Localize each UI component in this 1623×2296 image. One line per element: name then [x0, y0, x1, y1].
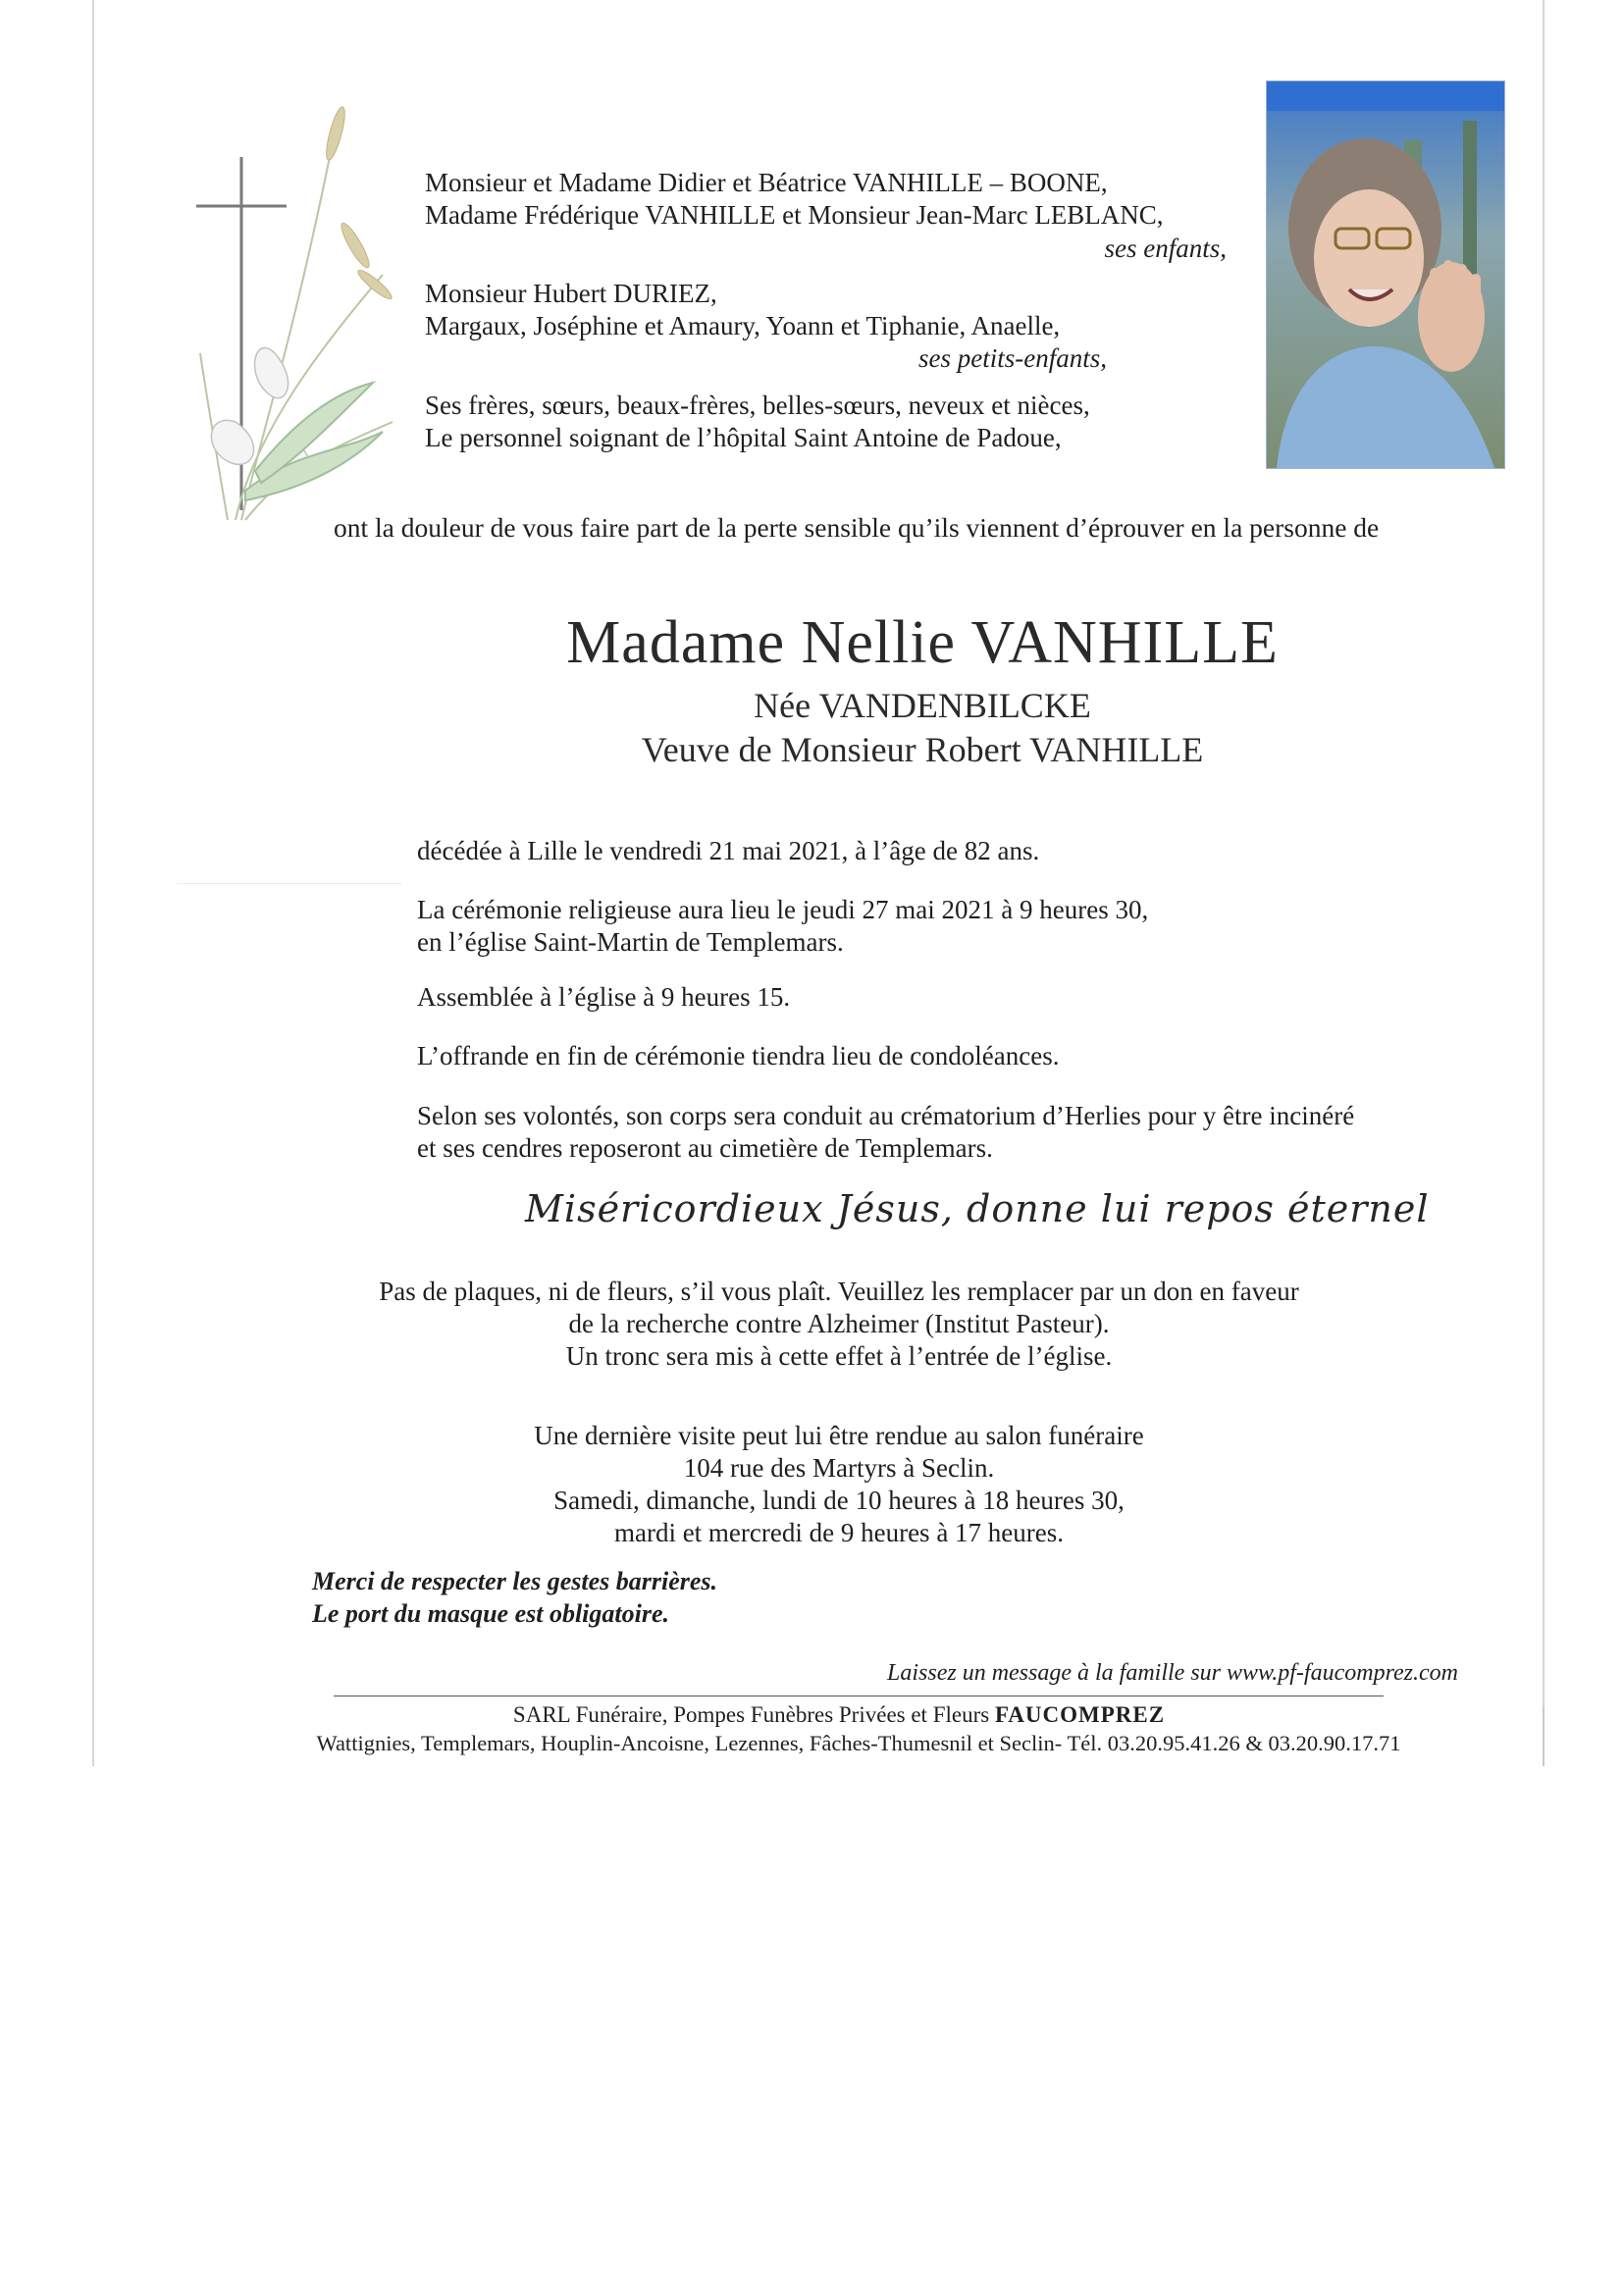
- visit-line-1: Une dernière visite peut lui être rendue au salon funéraire: [534, 1421, 1144, 1450]
- donation-line-1: Pas de plaques, ni de fleurs, s’il vous plaît. Veuillez les remplacer par un don en faveur: [379, 1277, 1299, 1306]
- cremation-line-1: Selon ses volontés, son corps sera conduit au crématorium d’Herlies pour y être incinéré: [417, 1101, 1355, 1130]
- right-margin-mark: [1543, 1707, 1544, 1766]
- donation-line-2: de la recherche contre Alzheimer (Institut Pasteur).: [568, 1309, 1110, 1338]
- death-details: décédée à Lille le vendredi 21 mai 2021, à l’âge de 82 ans.: [417, 836, 1040, 865]
- footer-locations: Wattignies, Templemars, Houplin-Ancoisne, Lezennes, Fâches-Thumesnil et Seclin- Tél. 03.20.95.41.26 & 03.20.90.17.71: [316, 1731, 1401, 1755]
- visit-line-2: 104 rue des Martyrs à Seclin.: [683, 1453, 995, 1483]
- offering-note: L’offrande en fin de cérémonie tiendra lieu de condoléances.: [417, 1041, 1060, 1070]
- family-line-5: Ses frères, sœurs, beaux-frères, belles-sœurs, neveux et nièces,: [425, 391, 1090, 420]
- family-line-4: Margaux, Joséphine et Amaury, Yoann et Tiphanie, Anaelle,: [425, 311, 1061, 340]
- grandchildren-role-label: ses petits-enfants,: [918, 343, 1107, 373]
- visit-line-4: mardi et mercredi de 9 heures à 17 heures.: [613, 1518, 1065, 1547]
- faint-separator: [177, 883, 402, 884]
- ceremony-line-1: La cérémonie religieuse aura lieu le jeudi 27 mai 2021 à 9 heures 30,: [417, 895, 1149, 924]
- deceased-name: Madame Nellie VANHILLE: [566, 609, 1279, 676]
- footer-company: [324, 1701, 1354, 1729]
- widow-of: Veuve de Monsieur Robert VANHILLE: [641, 730, 1204, 769]
- cross-with-lilies-and-wheat-icon: [177, 98, 402, 530]
- message-link[interactable]: Laissez un message à la famille sur www.pf-faucomprez.com: [887, 1660, 1458, 1686]
- family-line-2: Madame Frédérique VANHILLE et Monsieur Jean-Marc LEBLANC,: [425, 200, 1164, 230]
- assembly-time: Assemblée à l’église à 9 heures 15.: [417, 982, 791, 1012]
- covid-notice-1: Merci de respecter les gestes barrières.: [312, 1567, 718, 1595]
- announcement-text: ont la douleur de vous faire part de la perte sensible qu’ils viennent d’éprouver en la personne de: [334, 512, 1380, 543]
- covid-notice-2: Le port du masque est obligatoire.: [312, 1599, 669, 1628]
- left-page-edge: [92, 0, 94, 1766]
- cremation-line-2: et ses cendres reposeront au cimetière de Templemars.: [417, 1133, 993, 1163]
- donation-line-3: Un tronc sera mis à cette effet à l’entrée de l’église.: [565, 1341, 1113, 1371]
- footer-company-name: FAUCOMPREZ: [994, 1702, 1166, 1727]
- right-page-edge: [1543, 0, 1544, 1766]
- visit-line-3: Samedi, dimanche, lundi de 10 heures à 18 heures 30,: [553, 1486, 1125, 1515]
- prayer-script: Miséricordieux Jésus, donne lui repos éternel: [525, 1187, 1430, 1230]
- family-line-3: Monsieur Hubert DURIEZ,: [425, 279, 717, 308]
- birth-name: Née VANDENBILCKE: [754, 686, 1091, 725]
- footer-company-prefix: SARL Funéraire, Pompes Funèbres Privées et Fleurs: [512, 1702, 990, 1727]
- ceremony-line-2: en l’église Saint-Martin de Templemars.: [417, 927, 844, 957]
- family-line-1: Monsieur et Madame Didier et Béatrice VANHILLE – BOONE,: [425, 168, 1108, 197]
- children-role-label: ses enfants,: [1104, 234, 1227, 263]
- family-line-6: Le personnel soignant de l’hôpital Saint Antoine de Padoue,: [425, 423, 1062, 452]
- portrait-photo: [1266, 80, 1505, 469]
